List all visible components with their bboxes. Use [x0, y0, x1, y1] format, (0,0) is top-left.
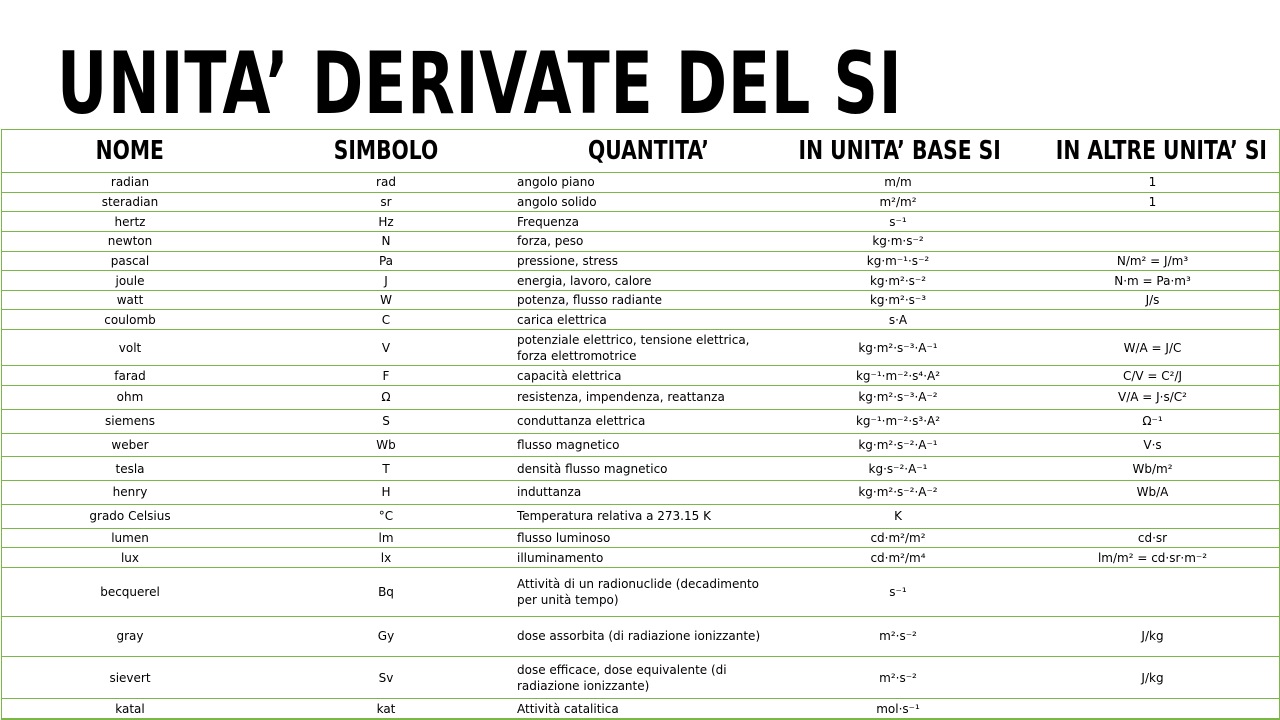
header-altre-si: IN ALTRE UNITA’ SI: [1026, 130, 1279, 173]
cell-symbol: Sv: [258, 656, 514, 698]
cell-base: m²·s⁻²: [770, 616, 1026, 656]
cell-symbol: Gy: [258, 616, 514, 656]
cell-other: N/m² = J/m³: [1026, 251, 1279, 271]
cell-quantity: resistenza, impendenza, reattanza: [514, 385, 770, 409]
cell-name: gray: [2, 616, 258, 656]
cell-other: [1026, 699, 1279, 719]
header-quantita: QUANTITA’: [514, 130, 770, 173]
cell-name: farad: [2, 366, 258, 386]
cell-quantity: potenziale elettrico, tensione elettrica, forza elettromotrice: [514, 330, 770, 366]
cell-other: W/A = J/C: [1026, 330, 1279, 366]
cell-symbol: W: [258, 290, 514, 310]
cell-name: newton: [2, 231, 258, 251]
table-row: [2, 528, 1279, 548]
cell-base: mol·s⁻¹: [770, 699, 1026, 719]
table-row: [2, 567, 1279, 616]
cell-quantity: dose efficace, dose equivalente (di radiazione ionizzante): [514, 656, 770, 698]
cell-symbol: J: [258, 271, 514, 291]
cell-quantity: illuminamento: [514, 548, 770, 568]
cell-symbol: V: [258, 330, 514, 366]
cell-symbol: lm: [258, 528, 514, 548]
table-row: [2, 192, 1279, 212]
cell-symbol: Ω: [258, 385, 514, 409]
cell-base: m²·s⁻²: [770, 656, 1026, 698]
cell-other: Wb/m²: [1026, 457, 1279, 481]
cell-base: kg·m²·s⁻²·A⁻²: [770, 481, 1026, 505]
header-row: [2, 130, 1279, 173]
table-row: [2, 251, 1279, 271]
cell-quantity: conduttanza elettrica: [514, 409, 770, 433]
table-row: [2, 548, 1279, 568]
cell-other: V/A = J·s/C²: [1026, 385, 1279, 409]
table-row: [2, 310, 1279, 330]
cell-quantity: energia, lavoro, calore: [514, 271, 770, 291]
cell-name: becquerel: [2, 567, 258, 616]
table-row: [2, 212, 1279, 232]
cell-symbol: H: [258, 481, 514, 505]
cell-name: lux: [2, 548, 258, 568]
cell-other: Wb/A: [1026, 481, 1279, 505]
cell-symbol: Pa: [258, 251, 514, 271]
cell-other: J/kg: [1026, 656, 1279, 698]
cell-symbol: T: [258, 457, 514, 481]
cell-quantity: carica elettrica: [514, 310, 770, 330]
cell-symbol: °C: [258, 504, 514, 528]
cell-symbol: S: [258, 409, 514, 433]
table-row: [2, 699, 1279, 719]
cell-name: volt: [2, 330, 258, 366]
cell-symbol: lx: [258, 548, 514, 568]
cell-base: kg·m²·s⁻³·A⁻²: [770, 385, 1026, 409]
cell-quantity: flusso luminoso: [514, 528, 770, 548]
cell-name: tesla: [2, 457, 258, 481]
cell-base: kg·m·s⁻²: [770, 231, 1026, 251]
table-row: [2, 457, 1279, 481]
cell-quantity: Attività catalitica: [514, 699, 770, 719]
cell-other: [1026, 310, 1279, 330]
cell-base: kg·m²·s⁻³·A⁻¹: [770, 330, 1026, 366]
cell-base: kg·m²·s⁻²·A⁻¹: [770, 433, 1026, 457]
header-base-si: IN UNITA’ BASE SI: [770, 130, 1026, 173]
cell-base: cd·m²/m⁴: [770, 548, 1026, 568]
table-row: [2, 366, 1279, 386]
cell-other: [1026, 567, 1279, 616]
table-row: [2, 231, 1279, 251]
cell-name: sievert: [2, 656, 258, 698]
cell-name: ohm: [2, 385, 258, 409]
cell-base: s⁻¹: [770, 567, 1026, 616]
cell-name: steradian: [2, 192, 258, 212]
cell-base: kg·m²·s⁻²: [770, 271, 1026, 291]
cell-other: cd·sr: [1026, 528, 1279, 548]
table-row: [2, 290, 1279, 310]
cell-other: [1026, 212, 1279, 232]
cell-symbol: C: [258, 310, 514, 330]
table-row: [2, 173, 1279, 193]
cell-symbol: kat: [258, 699, 514, 719]
cell-base: kg·m⁻¹·s⁻²: [770, 251, 1026, 271]
cell-base: m/m: [770, 173, 1026, 193]
cell-name: radian: [2, 173, 258, 193]
cell-name: watt: [2, 290, 258, 310]
cell-base: kg·s⁻²·A⁻¹: [770, 457, 1026, 481]
cell-quantity: Attività di un radionuclide (decadimento per unità tempo): [514, 567, 770, 616]
cell-quantity: Temperatura relativa a 273.15 K: [514, 504, 770, 528]
cell-base: K: [770, 504, 1026, 528]
cell-name: lumen: [2, 528, 258, 548]
cell-other: Ω⁻¹: [1026, 409, 1279, 433]
cell-name: joule: [2, 271, 258, 291]
table-row: [2, 433, 1279, 457]
cell-quantity: induttanza: [514, 481, 770, 505]
cell-name: siemens: [2, 409, 258, 433]
cell-symbol: N: [258, 231, 514, 251]
cell-other: C/V = C²/J: [1026, 366, 1279, 386]
cell-name: grado Celsius: [2, 504, 258, 528]
cell-other: 1: [1026, 192, 1279, 212]
table-row: [2, 385, 1279, 409]
cell-name: pascal: [2, 251, 258, 271]
cell-other: lm/m² = cd·sr·m⁻²: [1026, 548, 1279, 568]
cell-other: N·m = Pa·m³: [1026, 271, 1279, 291]
table-row: [2, 616, 1279, 656]
cell-name: henry: [2, 481, 258, 505]
cell-quantity: forza, peso: [514, 231, 770, 251]
cell-symbol: rad: [258, 173, 514, 193]
table-row: [2, 481, 1279, 505]
cell-quantity: densità flusso magnetico: [514, 457, 770, 481]
cell-base: s·A: [770, 310, 1026, 330]
cell-quantity: pressione, stress: [514, 251, 770, 271]
cell-name: katal: [2, 699, 258, 719]
header-nome: NOME: [2, 130, 258, 173]
table-row: [2, 271, 1279, 291]
cell-base: s⁻¹: [770, 212, 1026, 232]
cell-name: hertz: [2, 212, 258, 232]
page-title: UNITA’ DERIVATE DEL SI: [57, 34, 903, 134]
cell-base: kg⁻¹·m⁻²·s⁴·A²: [770, 366, 1026, 386]
cell-other: [1026, 504, 1279, 528]
cell-name: weber: [2, 433, 258, 457]
cell-other: [1026, 231, 1279, 251]
cell-quantity: angolo solido: [514, 192, 770, 212]
cell-base: cd·m²/m²: [770, 528, 1026, 548]
cell-symbol: sr: [258, 192, 514, 212]
cell-quantity: capacità elettrica: [514, 366, 770, 386]
cell-symbol: Bq: [258, 567, 514, 616]
cell-base: kg⁻¹·m⁻²·s³·A²: [770, 409, 1026, 433]
cell-quantity: Frequenza: [514, 212, 770, 232]
cell-base: kg·m²·s⁻³: [770, 290, 1026, 310]
cell-symbol: Wb: [258, 433, 514, 457]
table-row: [2, 409, 1279, 433]
header-simbolo: SIMBOLO: [258, 130, 514, 173]
cell-other: 1: [1026, 173, 1279, 193]
cell-quantity: flusso magnetico: [514, 433, 770, 457]
cell-other: J/kg: [1026, 616, 1279, 656]
table-row: [2, 656, 1279, 698]
cell-symbol: Hz: [258, 212, 514, 232]
cell-quantity: dose assorbita (di radiazione ionizzante): [514, 616, 770, 656]
cell-other: J/s: [1026, 290, 1279, 310]
si-units-table: [1, 129, 1280, 720]
cell-other: V·s: [1026, 433, 1279, 457]
cell-base: m²/m²: [770, 192, 1026, 212]
cell-symbol: F: [258, 366, 514, 386]
table-row: [2, 504, 1279, 528]
cell-name: coulomb: [2, 310, 258, 330]
cell-quantity: potenza, flusso radiante: [514, 290, 770, 310]
cell-quantity: angolo piano: [514, 173, 770, 193]
table-row: [2, 330, 1279, 366]
